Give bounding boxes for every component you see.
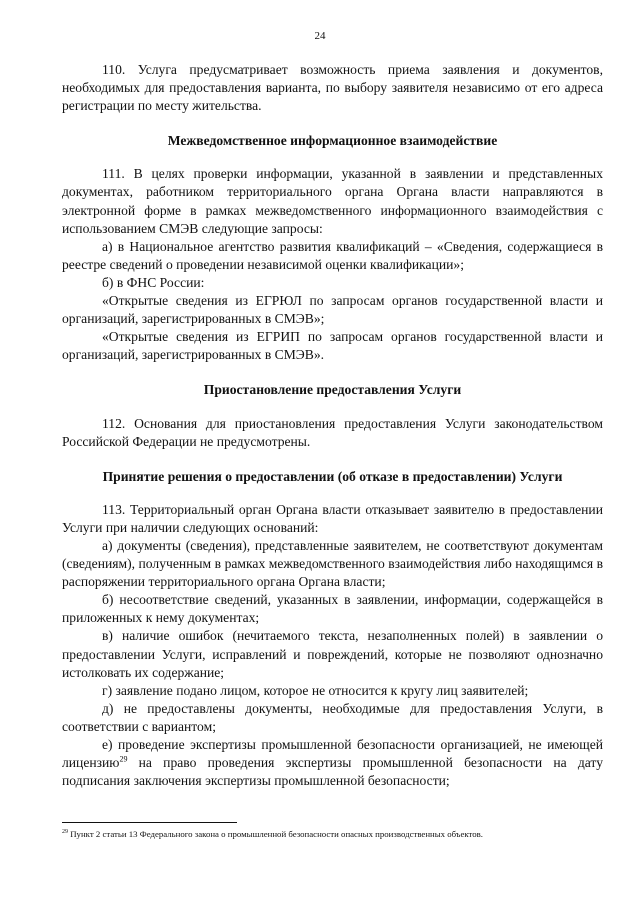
list-item-113-e (62, 736, 603, 790)
list-item-111-b-egrip: «Открытые сведения из ЕГРИП по запросам органов государственной власти и организаций, зарегистрированных в СМЭВ». (62, 329, 603, 363)
section-heading-suspension: Приостановление предоставления Услуги (203, 382, 462, 398)
list-item-113-g: г) заявление подано лицом, которое не относится к кругу лиц заявителей; (102, 682, 529, 698)
paragraph-112: 112. Основания для приостановления предоставления Услуги законодательством Российской Федерации не предусмотрены. (62, 415, 603, 449)
section-heading-decision: Принятие решения о предоставлении (об отказе в предоставлении) Услуги (102, 468, 563, 484)
list-item-113-v: в) наличие ошибок (нечитаемого текста, незаполненных полей) в заявлении о предоставлении Услуги, исправлений и повреждений, которые не позволяют однозначно истолковать их содержание; (62, 628, 603, 680)
paragraph-110: 110. Услуга предусматривает возможность приема заявления и документов, необходимых для предоставления варианта, по выбору заявителя независимо от его адреса регистрации по месту жительства. (62, 62, 603, 114)
footnote-number: 29 (62, 829, 68, 836)
paragraph-113: 113. Территориальный орган Органа власти отказывает заявителю в предоставлении Услуги при наличии следующих оснований: (62, 501, 603, 535)
section-heading-interagency-interaction: Межведомственное информационное взаимодействие (167, 133, 498, 149)
list-item-113-e-text-end: на право проведения экспертизы промышленной безопасности на дату подписания заключения экспертизы промышленной безопасности; (62, 755, 603, 789)
list-item-111-a: а) в Национальное агентство развития квалификаций – «Сведения, содержащиеся в реестре сведений о проведении независимой оценки квалификации»; (62, 238, 603, 272)
footnote-text: Пункт 2 статьи 13 Федерального закона о промышленной безопасности опасных производственных объектов. (68, 829, 484, 839)
footnote (62, 829, 603, 840)
footnote-reference: 29 (119, 754, 128, 764)
list-item-111-b-egrul: «Открытые сведения из ЕГРЮЛ по запросам органов государственной власти и организаций, зарегистрированных в СМЭВ»; (62, 293, 603, 327)
list-item-111-b: б) в ФНС России: (102, 274, 205, 290)
footnote-separator (62, 822, 237, 823)
page-body (62, 61, 603, 790)
list-item-113-d: д) не предоставлены документы, необходимые для предоставления Услуги, в соответствии с вариантом; (62, 700, 603, 734)
list-item-113-b: б) несоответствие сведений, указанных в заявлении, информации, содержащейся в приложенных к нему документах; (62, 592, 603, 626)
paragraph-111: 111. В целях проверки информации, указанной в заявлении и представленных документах, работником территориального органа Органа власти направляются в электронной форме в рамках межведомственного информационного взаимодействия с использованием СМЭВ следующие запросы: (62, 166, 603, 236)
page-number: 24 (314, 30, 326, 42)
list-item-113-a: а) документы (сведения), представленные заявителем, не соответствуют документам (сведениям), полученным в рамках межведомственного взаимодействия либо находящимся в распоряжении территориального органа Органа власти; (62, 537, 603, 590)
list-item-113-e-text-start: е) проведение экспертизы промышленной безопасности организацией, не имеющей лицензию (62, 737, 603, 771)
